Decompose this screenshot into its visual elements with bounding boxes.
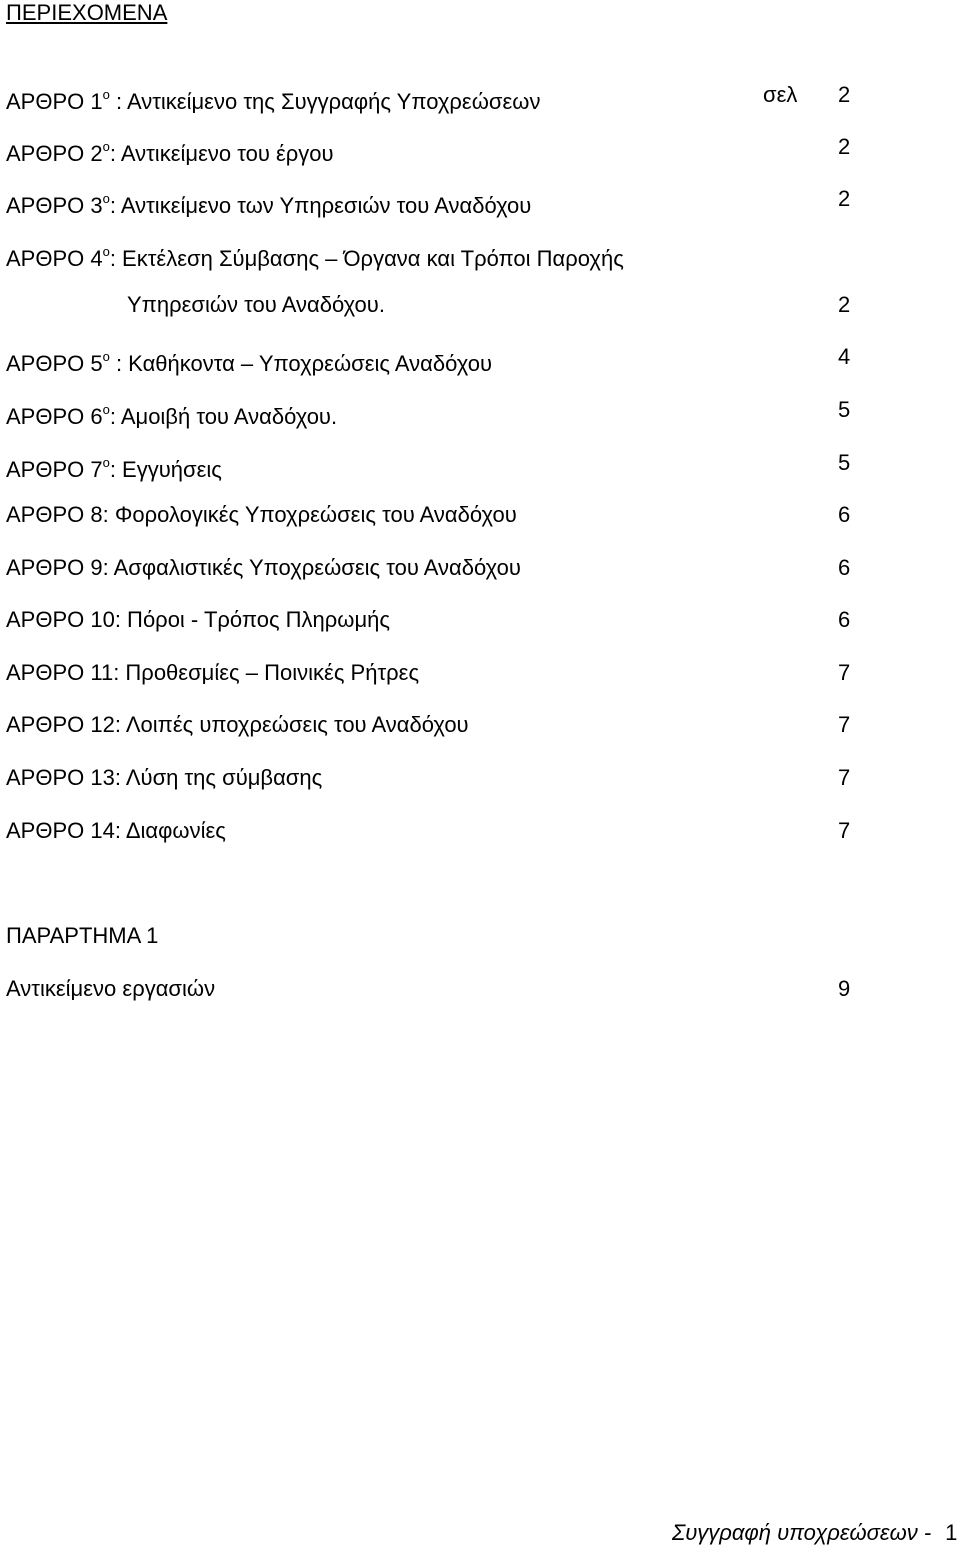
toc-entry (6, 344, 492, 377)
appendix-item-page: 9 (838, 976, 851, 1001)
entry-prefix: ΑΡΘΡΟ 12: Λοιπές υποχρεώσεις του Αναδόχου (6, 712, 469, 737)
entry-sup: ο (102, 455, 110, 470)
entry-page: 2 (838, 186, 851, 211)
entry-prefix: ΑΡΘΡΟ 8: Φορολογικές Υποχρεώσεις του Αναδόχου (6, 502, 517, 527)
entry-text: Υπηρεσιών του Αναδόχου. (127, 292, 385, 317)
toc-entry (6, 712, 469, 738)
page-column-label: σελ (763, 82, 798, 107)
entry-text: : Καθήκοντα – Υποχρεώσεις Αναδόχου (109, 351, 493, 376)
entry-page: 7 (838, 765, 851, 790)
toc-entry-continuation (127, 292, 385, 318)
entry-page: 4 (838, 344, 851, 369)
entry-page: 2 (838, 292, 851, 317)
toc-entry (6, 450, 222, 483)
entry-prefix: ΑΡΘΡΟ 1 (6, 89, 103, 114)
entry-page: 6 (838, 555, 851, 580)
entry-page: 2 (838, 82, 851, 107)
entry-prefix: ΑΡΘΡΟ 13: Λύση της σύμβασης (6, 765, 323, 790)
entry-text: : Εγγυήσεις (109, 457, 222, 482)
entry-prefix: ΑΡΘΡΟ 14: Διαφωνίες (6, 818, 226, 843)
entry-sup: ο (102, 87, 110, 102)
entry-sup: ο (102, 191, 110, 206)
toc-entry (6, 397, 337, 430)
entry-sup: ο (102, 139, 110, 154)
toc-entry (6, 607, 390, 633)
entry-page: 6 (838, 607, 851, 632)
appendix-heading: ΠΑΡΑΡΤΗΜΑ 1 (6, 923, 159, 948)
toc-title: ΠΕΡΙΕΧΟΜΕΝΑ (6, 0, 168, 25)
toc-entry (6, 502, 517, 528)
entry-prefix: ΑΡΘΡΟ 11: Προθεσμίες – Ποινικές Ρήτρες (6, 660, 420, 685)
entry-page: 2 (838, 134, 851, 159)
entry-prefix: ΑΡΘΡΟ 5 (6, 351, 103, 376)
toc-entry (6, 186, 531, 219)
entry-page: 7 (838, 818, 851, 843)
entry-prefix: ΑΡΘΡΟ 7 (6, 457, 103, 482)
entry-prefix: ΑΡΘΡΟ 6 (6, 404, 103, 429)
toc-entry (6, 818, 226, 844)
entry-sup: ο (102, 349, 110, 364)
toc-entry (6, 555, 521, 581)
entry-text: : Αμοιβή του Αναδόχου. (109, 404, 338, 429)
footer-text: Συγγραφή υποχρεώσεων - (672, 1520, 932, 1545)
entry-text: : Αντικείμενο της Συγγραφής Υποχρεώσεων (109, 89, 541, 114)
entry-text: : Αντικείμενο των Υπηρεσιών του Αναδόχου (109, 193, 532, 218)
entry-page: 7 (838, 712, 851, 737)
footer-page-number: 1 (945, 1520, 958, 1545)
toc-entry (6, 134, 334, 167)
toc-entry (6, 82, 540, 115)
entry-sup: ο (102, 244, 110, 259)
entry-prefix: ΑΡΘΡΟ 4 (6, 246, 103, 271)
entry-prefix: ΑΡΘΡΟ 10: Πόροι - Τρόπος Πληρωμής (6, 607, 390, 632)
entry-prefix: ΑΡΘΡΟ 3 (6, 193, 103, 218)
entry-text: : Εκτέλεση Σύμβασης – Όργανα και Τρόποι Παροχής (109, 246, 624, 271)
toc-entry (6, 765, 322, 791)
entry-page: 5 (838, 450, 851, 475)
toc-entry (6, 239, 624, 272)
entry-page: 6 (838, 502, 851, 527)
page-footer (672, 1520, 957, 1546)
entry-prefix: ΑΡΘΡΟ 2 (6, 141, 103, 166)
appendix-item: Αντικείμενο εργασιών (6, 976, 216, 1001)
entry-prefix: ΑΡΘΡΟ 9: Ασφαλιστικές Υποχρεώσεις του Αναδόχου (6, 555, 521, 580)
entry-sup: ο (102, 402, 110, 417)
entry-page: 5 (838, 397, 851, 422)
entry-page: 7 (838, 660, 851, 685)
toc-entry (6, 660, 419, 686)
entry-text: : Αντικείμενο του έργου (109, 141, 334, 166)
